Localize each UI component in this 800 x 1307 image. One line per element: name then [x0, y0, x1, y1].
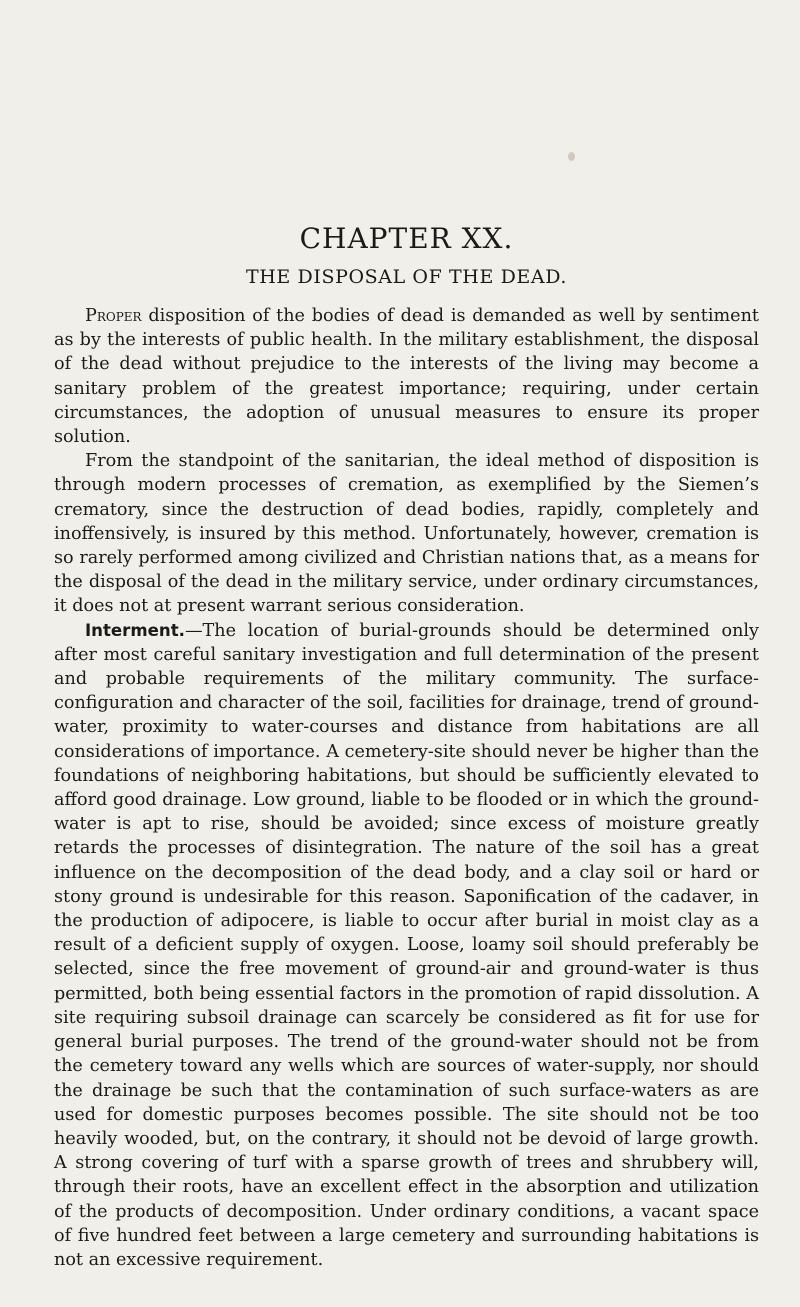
paragraph-text: disposition of the bodies of dead is demanded as well by sentiment as by the interests of public health. In the military establishment, the disposal of the dead without prejudice to the interests of the living may become a sanitary problem of the greatest importance; requiring, under certain circumstances, the adoption of unusual measures to ensure its proper solution.: [54, 306, 759, 448]
paragraph-text: —The location of burial-grounds should be determined only after most careful sanitary investigation and full determination of the present and probable requirements of the military community. The surface-configuration and character of the soil, facilities for drainage, trend of ground-water, proximity to water-courses and distance from habitations are all considerations of importance. A cemetery-site should never be higher than the foundations of neighboring habitations, but should be sufficiently elevated to afford good drainage. Low ground, liable to be flooded or in which the ground-water is apt to rise, should be avoided; since excess of moisture greatly retards the processes of disintegration. The nature of the soil has a great influence on the decomposition of the dead body, and a clay soil or hard or stony ground is undesirable for this reason. Saponification of the cadaver, in the production of adipocere, is liable to occur after burial in moist clay as a result of a deficient supply of oxygen. Loose, loamy soil should preferably be selected, since the free movement of ground-air and ground-water is thus permitted, both being essential factors in the promotion of rapid dissolution. A site requiring subsoil drainage can scarcely be considered as fit for use for general burial purposes. The trend of the ground-water should not be from the cemetery toward any wells which are sources of water-supply, nor should the drainage be such that the contamination of such surface-waters as are used for domestic purposes becomes possible. The site should not be too heavily wooded, but, on the contrary, it should not be devoid of large growth. A strong covering of turf with a sparse growth of trees and shrubbery will, through their roots, have an excellent effect in the absorption and utilization of the products of decomposition. Under ordinary conditions, a vacant space of five hundred feet between a large cemetery and surrounding habitations is not an excessive requirement.: [54, 620, 759, 1270]
paper-speck: [568, 152, 575, 161]
chapter-body: [54, 304, 759, 1272]
section-heading-interment: Interment.: [85, 620, 185, 640]
paragraph-interment: [54, 619, 759, 1272]
paragraph-lead-word: Proper: [85, 306, 142, 326]
paragraph-text: From the standpoint of the sanitarian, the ideal method of disposition is through modern processes of cremation, as exemplified by the Siemen’s crematory, since the destruction of dead bodies, rapidly, completely and inoffensively, is insured by this method. Unfortunately, however, cremation is so rarely performed among civilized and Christian nations that, as a means for the disposal of the dead in the military service, under ordinary circumstances, it does not at present warrant serious consideration.: [54, 451, 759, 617]
paragraph-proper-disposition: [54, 304, 759, 449]
chapter-subtitle: THE DISPOSAL OF THE DEAD.: [245, 266, 568, 288]
chapter-title: CHAPTER XX.: [299, 222, 514, 255]
paragraph-cremation: [54, 449, 759, 618]
